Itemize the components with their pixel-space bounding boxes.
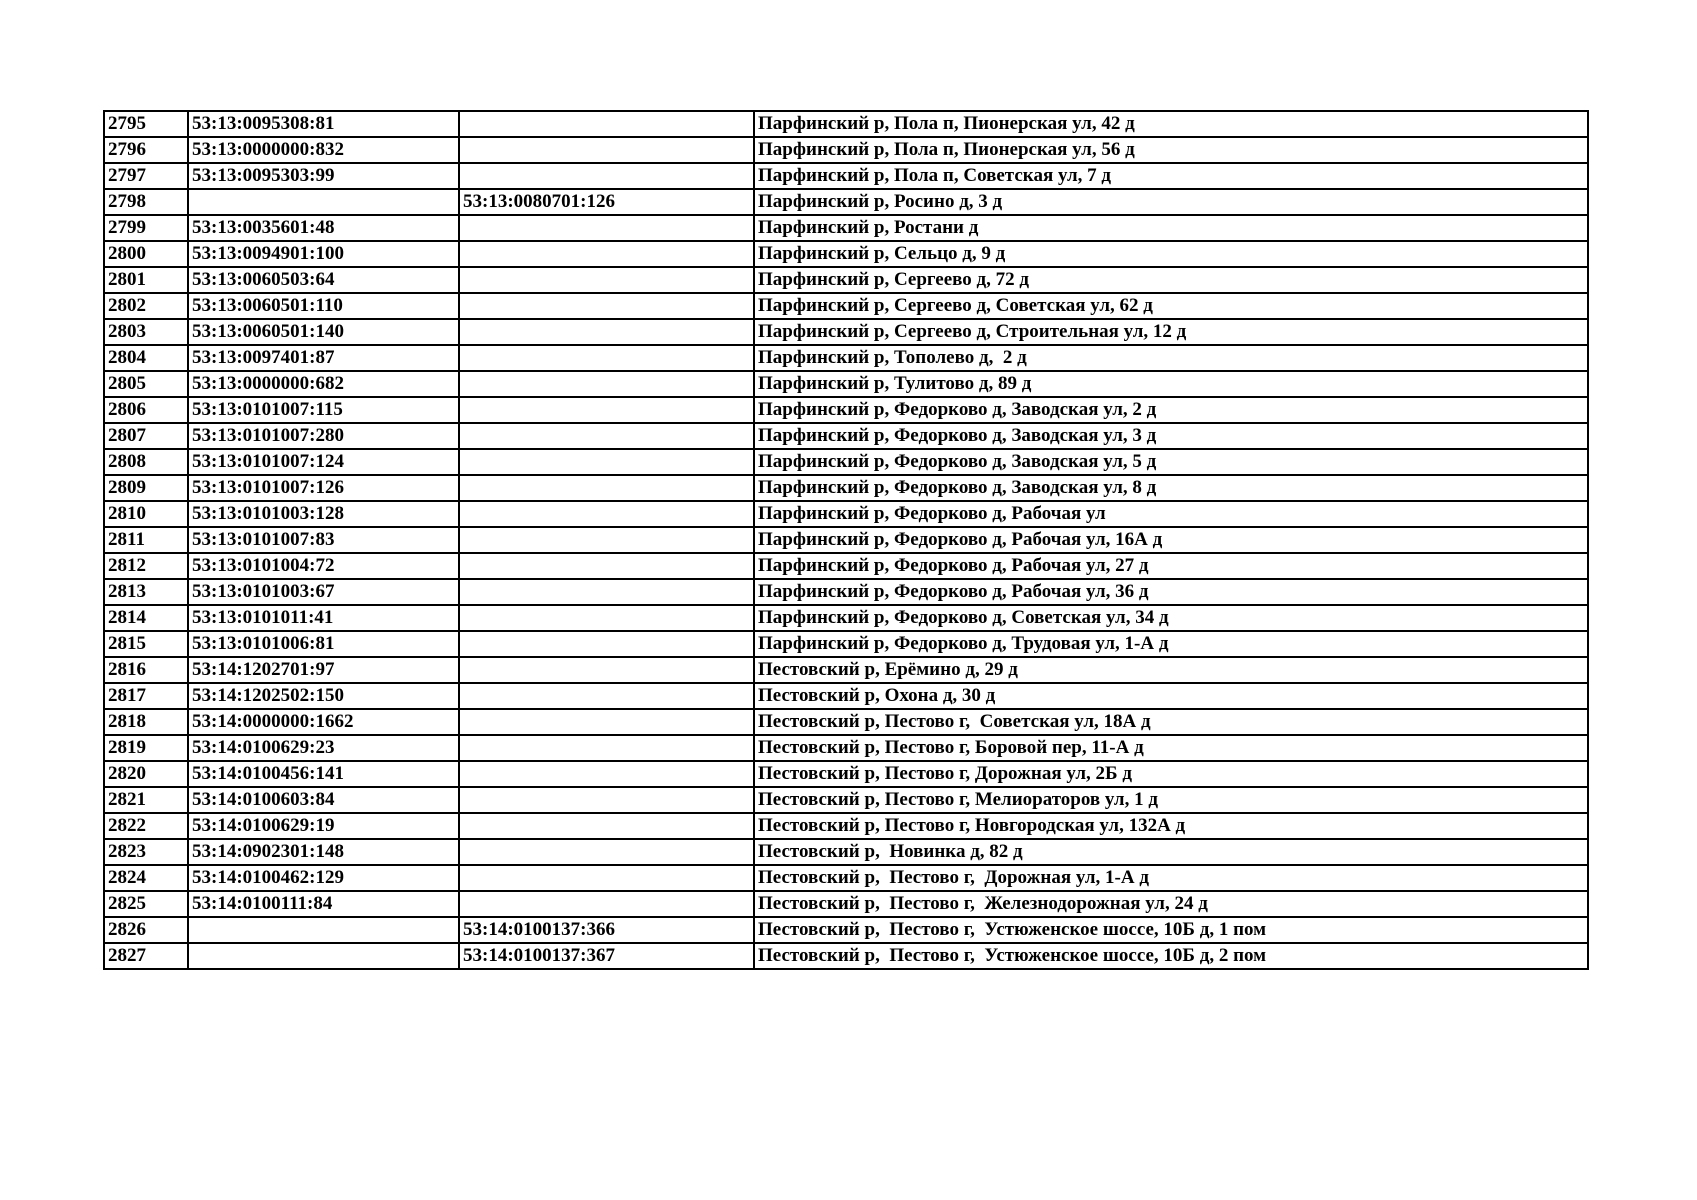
row-number-cell: 2812 xyxy=(104,553,188,579)
address-cell: Парфинский р, Федорково д, Рабочая ул, 36 д xyxy=(754,579,1588,605)
address-cell: Пестовский р, Пестово г, Железнодорожная ул, 24 д xyxy=(754,891,1588,917)
table-row xyxy=(104,241,1588,267)
row-number-cell: 2804 xyxy=(104,345,188,371)
cadastral-number-cell: 53:13:0095308:81 xyxy=(188,111,459,137)
secondary-cadastral-number-cell xyxy=(459,605,754,631)
table-row xyxy=(104,475,1588,501)
address-cell: Пестовский р, Пестово г, Мелиораторов ул, 1 д xyxy=(754,787,1588,813)
table-row xyxy=(104,657,1588,683)
row-number-cell: 2818 xyxy=(104,709,188,735)
row-number-cell: 2825 xyxy=(104,891,188,917)
registry-table-body xyxy=(104,111,1588,969)
table-row xyxy=(104,449,1588,475)
address-cell: Парфинский р, Ростани д xyxy=(754,215,1588,241)
row-number-cell: 2816 xyxy=(104,657,188,683)
cadastral-number-cell: 53:13:0101007:115 xyxy=(188,397,459,423)
secondary-cadastral-number-cell xyxy=(459,553,754,579)
table-row xyxy=(104,345,1588,371)
table-row xyxy=(104,189,1588,215)
address-cell: Парфинский р, Пола п, Пионерская ул, 42 д xyxy=(754,111,1588,137)
address-cell: Парфинский р, Пола п, Советская ул, 7 д xyxy=(754,163,1588,189)
cadastral-number-cell: 53:14:1202701:97 xyxy=(188,657,459,683)
cadastral-number-cell: 53:13:0101007:124 xyxy=(188,449,459,475)
table-row xyxy=(104,501,1588,527)
cadastral-number-cell: 53:14:0000000:1662 xyxy=(188,709,459,735)
address-cell: Парфинский р, Федорково д, Заводская ул, 2 д xyxy=(754,397,1588,423)
row-number-cell: 2819 xyxy=(104,735,188,761)
secondary-cadastral-number-cell xyxy=(459,813,754,839)
row-number-cell: 2820 xyxy=(104,761,188,787)
secondary-cadastral-number-cell xyxy=(459,839,754,865)
row-number-cell: 2796 xyxy=(104,137,188,163)
row-number-cell: 2827 xyxy=(104,943,188,969)
table-row xyxy=(104,813,1588,839)
cadastral-number-cell: 53:14:0902301:148 xyxy=(188,839,459,865)
address-cell: Парфинский р, Федорково д, Заводская ул, 8 д xyxy=(754,475,1588,501)
table-row xyxy=(104,319,1588,345)
address-cell: Парфинский р, Федорково д, Заводская ул, 5 д xyxy=(754,449,1588,475)
secondary-cadastral-number-cell xyxy=(459,137,754,163)
address-cell: Пестовский р, Пестово г, Новгородская ул, 132А д xyxy=(754,813,1588,839)
row-number-cell: 2795 xyxy=(104,111,188,137)
address-cell: Парфинский р, Тополево д, 2 д xyxy=(754,345,1588,371)
table-row xyxy=(104,943,1588,969)
address-cell: Пестовский р, Пестово г, Устюженское шоссе, 10Б д, 1 пом xyxy=(754,917,1588,943)
cadastral-number-cell: 53:13:0060501:140 xyxy=(188,319,459,345)
table-row xyxy=(104,137,1588,163)
table-row xyxy=(104,865,1588,891)
table-row xyxy=(104,917,1588,943)
row-number-cell: 2824 xyxy=(104,865,188,891)
secondary-cadastral-number-cell xyxy=(459,787,754,813)
cadastral-number-cell xyxy=(188,189,459,215)
secondary-cadastral-number-cell xyxy=(459,501,754,527)
address-cell: Парфинский р, Федорково д, Рабочая ул, 27 д xyxy=(754,553,1588,579)
table-row xyxy=(104,839,1588,865)
cadastral-number-cell: 53:13:0060501:110 xyxy=(188,293,459,319)
row-number-cell: 2798 xyxy=(104,189,188,215)
cadastral-number-cell: 53:13:0101003:67 xyxy=(188,579,459,605)
address-cell: Парфинский р, Тулитово д, 89 д xyxy=(754,371,1588,397)
secondary-cadastral-number-cell xyxy=(459,735,754,761)
address-cell: Пестовский р, Новинка д, 82 д xyxy=(754,839,1588,865)
address-cell: Парфинский р, Федорково д, Трудовая ул, 1-А д xyxy=(754,631,1588,657)
cadastral-number-cell: 53:14:0100629:23 xyxy=(188,735,459,761)
address-cell: Парфинский р, Федорково д, Рабочая ул xyxy=(754,501,1588,527)
table-row xyxy=(104,111,1588,137)
table-row xyxy=(104,527,1588,553)
cadastral-number-cell: 53:13:0101007:83 xyxy=(188,527,459,553)
table-row xyxy=(104,423,1588,449)
table-row xyxy=(104,397,1588,423)
cadastral-number-cell xyxy=(188,943,459,969)
cadastral-number-cell: 53:13:0101006:81 xyxy=(188,631,459,657)
table-row xyxy=(104,371,1588,397)
secondary-cadastral-number-cell xyxy=(459,891,754,917)
table-row xyxy=(104,735,1588,761)
secondary-cadastral-number-cell xyxy=(459,319,754,345)
row-number-cell: 2808 xyxy=(104,449,188,475)
row-number-cell: 2813 xyxy=(104,579,188,605)
address-cell: Пестовский р, Пестово г, Советская ул, 18А д xyxy=(754,709,1588,735)
address-cell: Пестовский р, Охона д, 30 д xyxy=(754,683,1588,709)
row-number-cell: 2809 xyxy=(104,475,188,501)
address-cell: Парфинский р, Росино д, 3 д xyxy=(754,189,1588,215)
secondary-cadastral-number-cell xyxy=(459,527,754,553)
table-row xyxy=(104,631,1588,657)
table-row xyxy=(104,553,1588,579)
cadastral-number-cell: 53:13:0101007:126 xyxy=(188,475,459,501)
secondary-cadastral-number-cell: 53:14:0100137:367 xyxy=(459,943,754,969)
secondary-cadastral-number-cell xyxy=(459,267,754,293)
row-number-cell: 2797 xyxy=(104,163,188,189)
cadastral-number-cell: 53:14:0100629:19 xyxy=(188,813,459,839)
cadastral-number-cell: 53:13:0094901:100 xyxy=(188,241,459,267)
cadastral-number-cell: 53:13:0095303:99 xyxy=(188,163,459,189)
row-number-cell: 2802 xyxy=(104,293,188,319)
address-cell: Парфинский р, Федорково д, Советская ул, 34 д xyxy=(754,605,1588,631)
table-row xyxy=(104,215,1588,241)
row-number-cell: 2799 xyxy=(104,215,188,241)
cadastral-number-cell: 53:13:0101004:72 xyxy=(188,553,459,579)
table-row xyxy=(104,605,1588,631)
address-cell: Пестовский р, Пестово г, Дорожная ул, 1-А д xyxy=(754,865,1588,891)
secondary-cadastral-number-cell xyxy=(459,579,754,605)
table-row xyxy=(104,683,1588,709)
secondary-cadastral-number-cell xyxy=(459,241,754,267)
secondary-cadastral-number-cell xyxy=(459,293,754,319)
secondary-cadastral-number-cell xyxy=(459,423,754,449)
secondary-cadastral-number-cell xyxy=(459,657,754,683)
table-row xyxy=(104,163,1588,189)
address-cell: Парфинский р, Сергеево д, Строительная ул, 12 д xyxy=(754,319,1588,345)
address-cell: Пестовский р, Ерёмино д, 29 д xyxy=(754,657,1588,683)
cadastral-number-cell: 53:13:0000000:832 xyxy=(188,137,459,163)
row-number-cell: 2806 xyxy=(104,397,188,423)
cadastral-number-cell: 53:14:0100111:84 xyxy=(188,891,459,917)
secondary-cadastral-number-cell xyxy=(459,215,754,241)
cadastral-number-cell: 53:13:0101007:280 xyxy=(188,423,459,449)
secondary-cadastral-number-cell xyxy=(459,761,754,787)
row-number-cell: 2815 xyxy=(104,631,188,657)
row-number-cell: 2822 xyxy=(104,813,188,839)
cadastral-number-cell: 53:13:0097401:87 xyxy=(188,345,459,371)
cadastral-number-cell: 53:14:1202502:150 xyxy=(188,683,459,709)
table-row xyxy=(104,579,1588,605)
secondary-cadastral-number-cell xyxy=(459,449,754,475)
secondary-cadastral-number-cell xyxy=(459,865,754,891)
secondary-cadastral-number-cell xyxy=(459,163,754,189)
secondary-cadastral-number-cell xyxy=(459,111,754,137)
cadastral-number-cell: 53:14:0100456:141 xyxy=(188,761,459,787)
secondary-cadastral-number-cell xyxy=(459,397,754,423)
table-row xyxy=(104,267,1588,293)
cadastral-number-cell: 53:13:0060503:64 xyxy=(188,267,459,293)
row-number-cell: 2817 xyxy=(104,683,188,709)
row-number-cell: 2814 xyxy=(104,605,188,631)
row-number-cell: 2823 xyxy=(104,839,188,865)
row-number-cell: 2810 xyxy=(104,501,188,527)
table-row xyxy=(104,293,1588,319)
table-row xyxy=(104,891,1588,917)
address-cell: Парфинский р, Сергеево д, Советская ул, 62 д xyxy=(754,293,1588,319)
address-cell: Парфинский р, Пола п, Пионерская ул, 56 д xyxy=(754,137,1588,163)
row-number-cell: 2805 xyxy=(104,371,188,397)
registry-table xyxy=(103,110,1589,970)
table-row xyxy=(104,761,1588,787)
cadastral-number-cell: 53:14:0100603:84 xyxy=(188,787,459,813)
cadastral-number-cell: 53:13:0035601:48 xyxy=(188,215,459,241)
row-number-cell: 2826 xyxy=(104,917,188,943)
secondary-cadastral-number-cell xyxy=(459,683,754,709)
secondary-cadastral-number-cell: 53:14:0100137:366 xyxy=(459,917,754,943)
address-cell: Парфинский р, Федорково д, Заводская ул, 3 д xyxy=(754,423,1588,449)
address-cell: Пестовский р, Пестово г, Устюженское шоссе, 10Б д, 2 пом xyxy=(754,943,1588,969)
cadastral-number-cell: 53:13:0000000:682 xyxy=(188,371,459,397)
address-cell: Парфинский р, Сельцо д, 9 д xyxy=(754,241,1588,267)
row-number-cell: 2811 xyxy=(104,527,188,553)
secondary-cadastral-number-cell xyxy=(459,345,754,371)
cadastral-number-cell xyxy=(188,917,459,943)
row-number-cell: 2803 xyxy=(104,319,188,345)
row-number-cell: 2801 xyxy=(104,267,188,293)
address-cell: Парфинский р, Федорково д, Рабочая ул, 16А д xyxy=(754,527,1588,553)
cadastral-number-cell: 53:13:0101003:128 xyxy=(188,501,459,527)
table-row xyxy=(104,709,1588,735)
cadastral-number-cell: 53:13:0101011:41 xyxy=(188,605,459,631)
cadastral-number-cell: 53:14:0100462:129 xyxy=(188,865,459,891)
secondary-cadastral-number-cell xyxy=(459,631,754,657)
table-row xyxy=(104,787,1588,813)
secondary-cadastral-number-cell xyxy=(459,371,754,397)
address-cell: Пестовский р, Пестово г, Дорожная ул, 2Б д xyxy=(754,761,1588,787)
row-number-cell: 2821 xyxy=(104,787,188,813)
row-number-cell: 2807 xyxy=(104,423,188,449)
secondary-cadastral-number-cell xyxy=(459,475,754,501)
secondary-cadastral-number-cell xyxy=(459,709,754,735)
row-number-cell: 2800 xyxy=(104,241,188,267)
address-cell: Парфинский р, Сергеево д, 72 д xyxy=(754,267,1588,293)
secondary-cadastral-number-cell: 53:13:0080701:126 xyxy=(459,189,754,215)
address-cell: Пестовский р, Пестово г, Боровой пер, 11-А д xyxy=(754,735,1588,761)
